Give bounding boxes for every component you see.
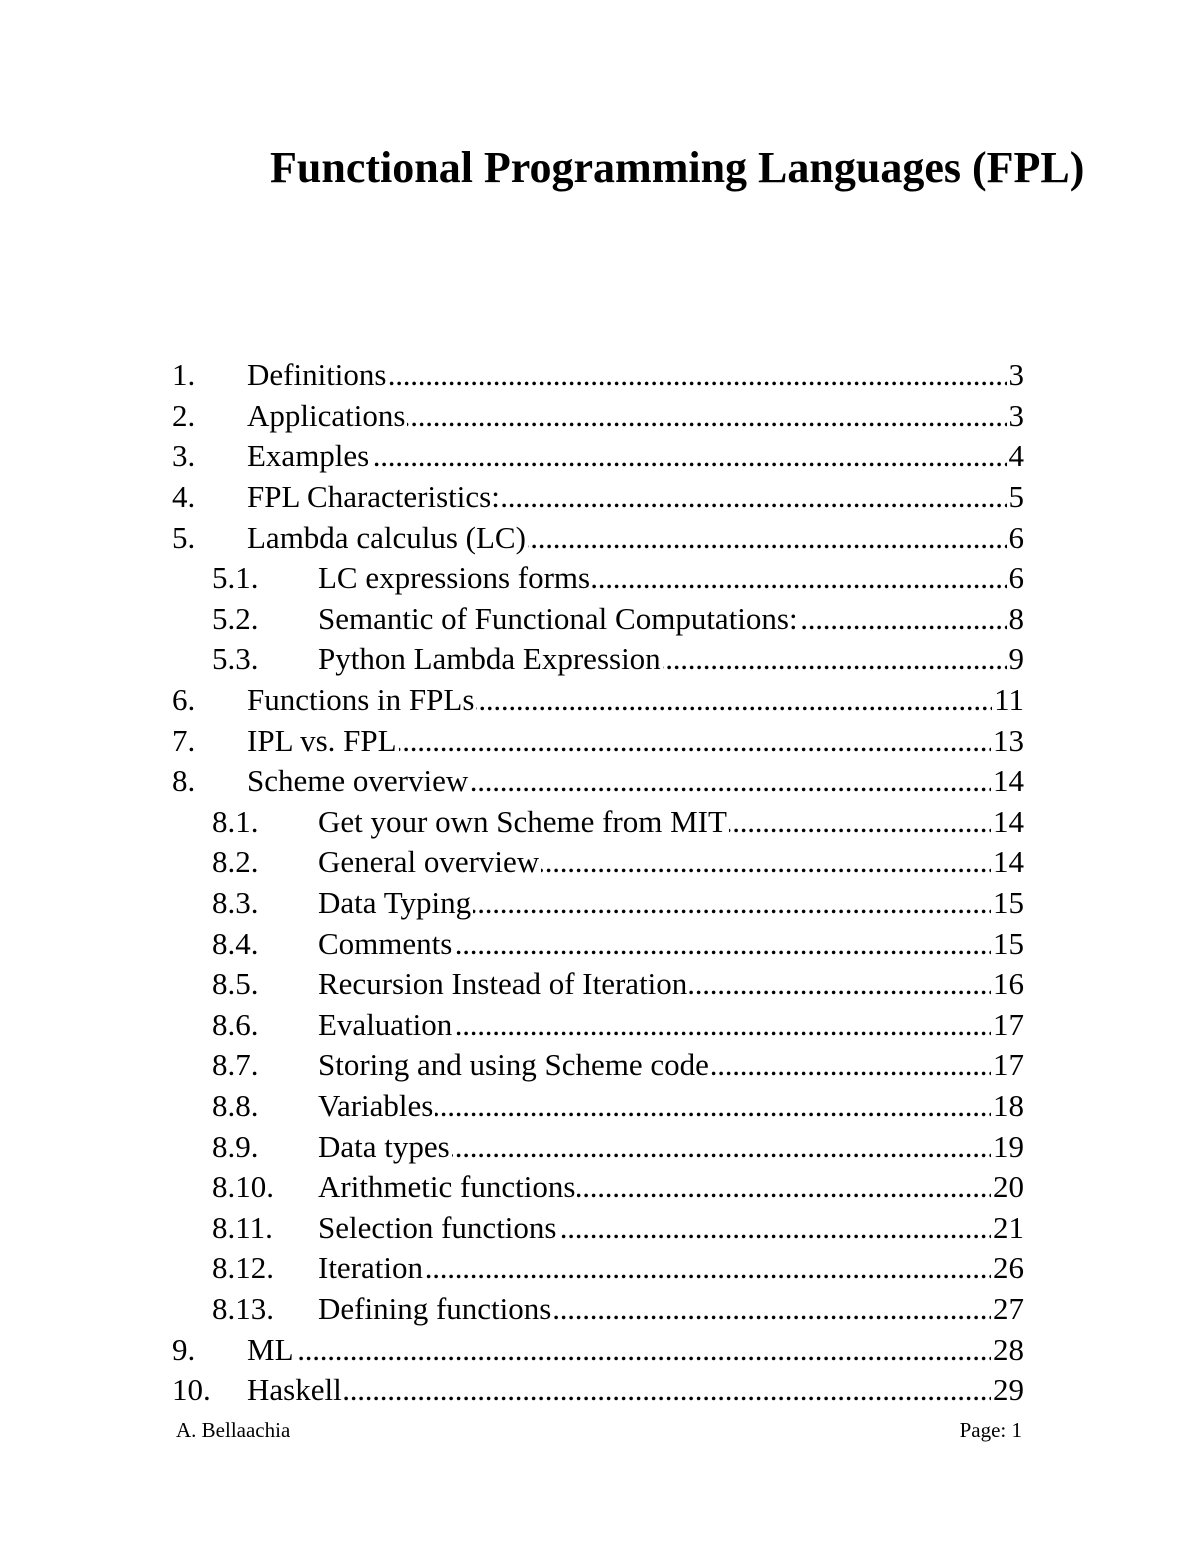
toc-entry-page: 15 <box>993 925 1024 961</box>
toc-entry-number: 8. <box>172 763 196 799</box>
toc-entry-page: 15 <box>993 885 1024 921</box>
toc-entry-page: 14 <box>993 844 1024 880</box>
toc-entry-number: 10. <box>172 1372 211 1408</box>
toc-entry-label: Haskell <box>247 1372 342 1408</box>
toc-entry-label: Lambda calculus (LC) <box>247 519 526 555</box>
toc-entry-fpl-characteristics[interactable] <box>172 477 1024 518</box>
toc-entry-lc-expressions-forms[interactable] <box>172 558 1024 599</box>
toc-entry-page: 18 <box>993 1087 1024 1123</box>
toc-entry-label: Selection functions <box>318 1209 557 1245</box>
dot-leader <box>470 761 991 801</box>
toc-entry-number: 3. <box>172 438 196 474</box>
toc-entry-label: LC expressions forms <box>318 560 591 596</box>
toc-entry-recursion-instead-of-iteration[interactable] <box>172 964 1024 1005</box>
toc-entry-number: 8.3. <box>212 885 259 921</box>
toc-entry-semantic-functional-computations[interactable] <box>172 599 1024 640</box>
dot-leader <box>553 1289 991 1329</box>
toc-entry-number: 5.1. <box>212 560 259 596</box>
toc-entry-applications[interactable] <box>172 396 1024 437</box>
toc-entry-ml[interactable] <box>172 1329 1024 1370</box>
toc-entry-number: 5.3. <box>212 641 259 677</box>
toc-entry-page: 28 <box>993 1331 1024 1367</box>
toc-entry-page: 8 <box>1008 600 1024 636</box>
toc-entry-label: Defining functions <box>318 1290 552 1326</box>
toc-entry-number: 8.6. <box>212 1006 259 1042</box>
toc-entry-label: Definitions <box>247 357 387 393</box>
toc-entry-page: 11 <box>994 682 1024 718</box>
dot-leader <box>800 599 1007 639</box>
toc-entry-data-typing[interactable] <box>172 883 1024 924</box>
toc-entry-number: 5. <box>172 519 196 555</box>
toc-entry-number: 8.12. <box>212 1250 274 1286</box>
toc-entry-ipl-vs-fpl[interactable] <box>172 720 1024 761</box>
toc-entry-variables[interactable] <box>172 1086 1024 1127</box>
toc-entry-number: 8.8. <box>212 1087 259 1123</box>
toc-entry-python-lambda-expression[interactable] <box>172 639 1024 680</box>
toc-entry-defining-functions[interactable] <box>172 1289 1024 1330</box>
toc-entry-number: 8.13. <box>212 1290 274 1326</box>
dot-leader <box>454 924 991 964</box>
dot-leader <box>689 964 991 1004</box>
toc-entry-page: 19 <box>993 1128 1024 1164</box>
toc-entry-label: Comments <box>318 925 453 961</box>
toc-entry-number: 8.5. <box>212 966 259 1002</box>
toc-entry-number: 9. <box>172 1331 196 1367</box>
toc-entry-label: ML <box>247 1331 294 1367</box>
toc-entry-general-overview[interactable] <box>172 842 1024 883</box>
toc-entry-page: 14 <box>993 763 1024 799</box>
toc-entry-iteration[interactable] <box>172 1248 1024 1289</box>
toc-entry-label: Scheme overview <box>247 763 469 799</box>
toc-entry-number: 8.11. <box>212 1209 273 1245</box>
toc-entry-page: 6 <box>1008 560 1024 596</box>
toc-entry-number: 4. <box>172 479 196 515</box>
toc-entry-page: 3 <box>1008 397 1024 433</box>
toc-entry-page: 14 <box>993 803 1024 839</box>
toc-entry-page: 17 <box>993 1047 1024 1083</box>
toc-entry-lambda-calculus[interactable] <box>172 517 1024 558</box>
toc-entry-page: 21 <box>993 1209 1024 1245</box>
toc-entry-page: 13 <box>993 722 1024 758</box>
toc-entry-label: Get your own Scheme from MIT <box>318 803 727 839</box>
dot-leader <box>663 639 1007 679</box>
toc-entry-page: 3 <box>1008 357 1024 393</box>
toc-entry-label: Functions in FPLs <box>247 682 475 718</box>
toc-entry-arithmetic-functions[interactable] <box>172 1167 1024 1208</box>
toc-entry-scheme-overview[interactable] <box>172 761 1024 802</box>
toc-entry-label: Arithmetic functions <box>318 1169 576 1205</box>
toc-entry-label: Data Typing <box>318 885 472 921</box>
toc-entry-page: 16 <box>993 966 1024 1002</box>
toc-entry-page: 20 <box>993 1169 1024 1205</box>
toc-entry-page: 29 <box>993 1372 1024 1408</box>
toc-entry-label: Iteration <box>318 1250 424 1286</box>
toc-entry-selection-functions[interactable] <box>172 1207 1024 1248</box>
footer-author: A. Bellaachia <box>176 1418 291 1442</box>
toc-entry-page: 26 <box>993 1250 1024 1286</box>
toc-entry-comments[interactable] <box>172 923 1024 964</box>
toc-entry-number: 7. <box>172 722 196 758</box>
toc-entry-page: 4 <box>1008 438 1024 474</box>
toc-entry-number: 8.9. <box>212 1128 259 1164</box>
toc-entry-label: Recursion Instead of Iteration <box>318 966 688 1002</box>
toc-entry-label: Semantic of Functional Computations: <box>318 600 798 636</box>
toc-entry-label: Data types <box>318 1128 450 1164</box>
table-of-contents <box>172 355 1024 1410</box>
toc-entry-label: IPL vs. FPL <box>247 722 397 758</box>
dot-leader <box>541 842 991 882</box>
dot-leader <box>452 1127 991 1167</box>
dot-leader <box>389 355 1007 395</box>
toc-entry-label: Applications <box>247 397 406 433</box>
toc-entry-page: 9 <box>1008 641 1024 677</box>
document-title: Functional Programming Languages (FPL) <box>270 143 1085 192</box>
toc-entry-get-scheme-from-mit[interactable] <box>172 802 1024 843</box>
page-footer <box>176 1416 1022 1444</box>
dot-leader <box>425 1248 991 1288</box>
toc-entry-number: 2. <box>172 397 196 433</box>
toc-entry-definitions[interactable] <box>172 355 1024 396</box>
toc-entry-number: 5.2. <box>212 600 259 636</box>
toc-entry-number: 1. <box>172 357 196 393</box>
dot-leader <box>711 1045 991 1085</box>
toc-entry-label: FPL Characteristics: <box>247 479 500 515</box>
toc-entry-number: 8.1. <box>212 803 259 839</box>
dot-leader <box>592 558 1006 598</box>
toc-entry-label: Examples <box>247 438 370 474</box>
toc-entry-label: Evaluation <box>318 1006 453 1042</box>
dot-leader <box>399 721 991 761</box>
toc-entry-storing-scheme-code[interactable] <box>172 1045 1024 1086</box>
toc-entry-label: Storing and using Scheme code <box>318 1047 709 1083</box>
toc-entry-page: 6 <box>1008 519 1024 555</box>
toc-entry-label: Python Lambda Expression <box>318 641 661 677</box>
dot-leader <box>435 1086 991 1126</box>
toc-entry-examples[interactable] <box>172 436 1024 477</box>
footer-page-number: Page: 1 <box>959 1418 1022 1442</box>
toc-entry-number: 6. <box>172 682 196 718</box>
toc-entry-evaluation[interactable] <box>172 1005 1024 1046</box>
toc-entry-number: 8.2. <box>212 844 259 880</box>
dot-leader <box>476 680 992 720</box>
toc-entry-page: 27 <box>993 1290 1024 1326</box>
dot-leader <box>473 883 991 923</box>
toc-entry-number: 8.4. <box>212 925 259 961</box>
dot-leader <box>371 436 1006 476</box>
toc-entry-label: Variables <box>318 1087 434 1123</box>
dot-leader <box>528 518 1007 558</box>
toc-entry-number: 8.10. <box>212 1169 274 1205</box>
dot-leader <box>454 1005 991 1045</box>
toc-entry-page: 17 <box>993 1006 1024 1042</box>
dot-leader <box>577 1167 991 1207</box>
toc-entry-page: 5 <box>1008 479 1024 515</box>
dot-leader <box>502 477 1007 517</box>
toc-entry-number: 8.7. <box>212 1047 259 1083</box>
dot-leader <box>729 802 991 842</box>
toc-entry-haskell[interactable] <box>172 1370 1024 1411</box>
toc-entry-label: General overview <box>318 844 540 880</box>
dot-leader <box>558 1208 991 1248</box>
dot-leader <box>344 1370 991 1410</box>
toc-entry-functions-in-fpls[interactable] <box>172 680 1024 721</box>
toc-entry-data-types[interactable] <box>172 1126 1024 1167</box>
dot-leader <box>407 396 1006 436</box>
dot-leader <box>296 1330 992 1370</box>
